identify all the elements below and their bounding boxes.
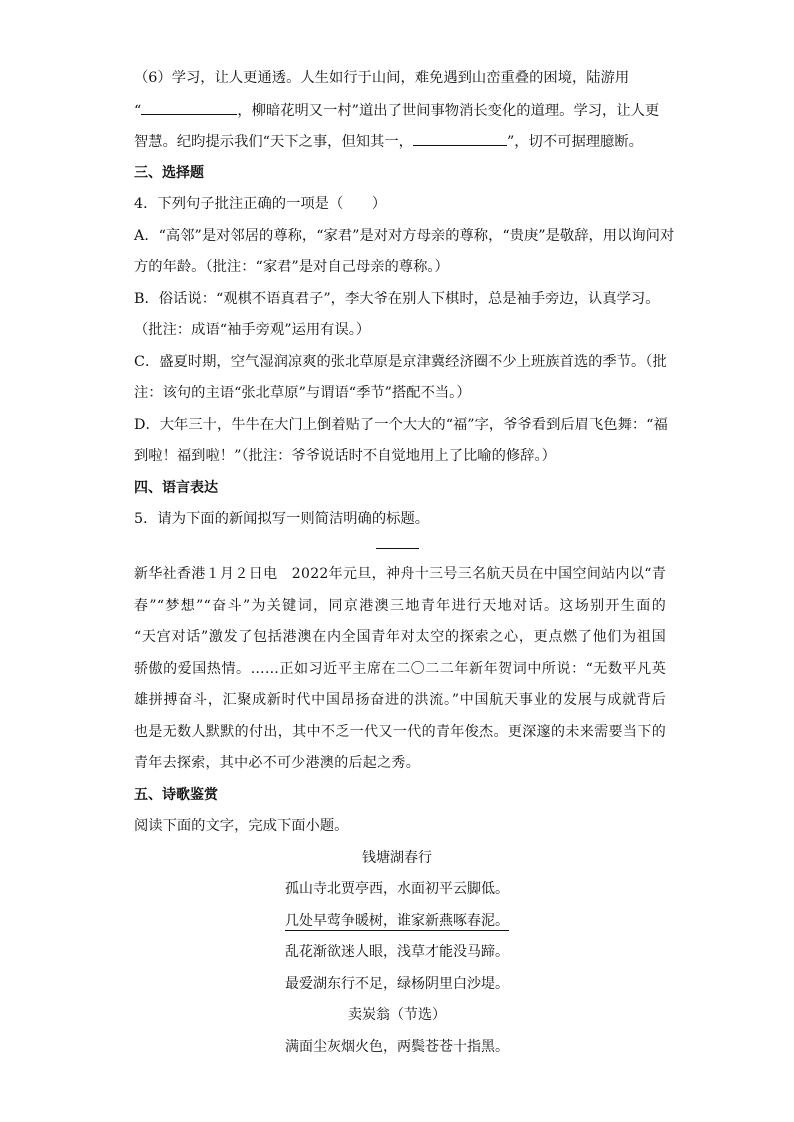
s6-line-3-end: ”，切不可据理臆断。 bbox=[506, 134, 643, 150]
section-4-heading: 四、语言表达 bbox=[134, 480, 218, 496]
s6-line-3-start: 智慧。纪昀提示我们“天下之事，但知其一， bbox=[134, 134, 413, 150]
poem-2-title: 卖炭翁（节选） bbox=[348, 1007, 446, 1023]
news-line-4: 骄傲的爱国热情。……正如习近平主席在二〇二二年新年贺词中所说：“无数平凡英 bbox=[134, 661, 666, 677]
news-line-1: 新华社香港１月２日电 2022年元旦，神舟十三号三名航天员在中国空间站内以“青 bbox=[134, 566, 666, 582]
poem-2-line-1: 满面尘灰烟火色，两鬓苍苍十指黑。 bbox=[285, 1039, 509, 1055]
section-5-intro: 阅读下面的文字，完成下面小题。 bbox=[134, 818, 349, 834]
fill-blank-1[interactable] bbox=[141, 100, 237, 115]
poem-1-line-3: 乱花渐欲迷人眼，浅草才能没马蹄。 bbox=[285, 944, 509, 960]
s6-line-2-rest: ，柳暗花明又一村”道出了世间事物消长变化的道理。学习，让人更 bbox=[237, 103, 660, 119]
s6-line-3 bbox=[134, 131, 643, 152]
news-line-3: “天宫对话”激发了包括港澳在内全国青年对太空的探索之心，更点燃了他们为祖国 bbox=[134, 629, 666, 645]
q5-stem: 5．请为下面的新闻拟写一则简洁明确的标题。 bbox=[134, 511, 430, 527]
title-answer-blank[interactable] bbox=[376, 548, 419, 549]
s6-line-1: （6）学习，让人更通透。人生如行于山间，难免遇到山峦重叠的困境，陆游用 bbox=[134, 70, 630, 86]
poem-1-line-2-underlined: 几处早莺争暖树，谁家新燕啄春泥。 bbox=[285, 913, 509, 929]
q4-option-b-line-2: （批注：成语“袖手旁观”运用有误。） bbox=[134, 322, 371, 338]
fill-blank-2[interactable] bbox=[413, 131, 507, 146]
news-line-5: 雄拼搏奋斗，汇聚成新时代中国昂扬奋进的洪流。”中国航天事业的发展与成就背后 bbox=[134, 692, 666, 708]
section-5-heading: 五、诗歌鉴赏 bbox=[134, 787, 218, 803]
q4-option-c-line-1: C．盛夏时期，空气湿润凉爽的张北草原是京津冀经济圈不少上班族首选的季节。（批 bbox=[134, 354, 667, 370]
s6-line-2 bbox=[134, 100, 659, 121]
q4-stem: 4．下列句子批注正确的一项是（ ） bbox=[134, 196, 387, 212]
poem-1-line-4: 最爱湖东行不足，绿杨阴里白沙堤。 bbox=[285, 976, 509, 992]
news-line-7: 青年去探索，其中必不可少港澳的后起之秀。 bbox=[134, 755, 420, 771]
q4-option-b-line-1: B．俗话说：“观棋不语真君子”，李大爷在别人下棋时，总是袖手旁边，认真学习。 bbox=[134, 291, 660, 307]
poem-1-line-1: 孤山寺北贾亭西，水面初平云脚低。 bbox=[285, 881, 509, 897]
section-3-heading: 三、选择题 bbox=[134, 165, 204, 181]
poem-1-title: 钱塘湖春行 bbox=[362, 850, 432, 866]
q4-option-c-line-2: 注：该句的主语“张北草原”与谓语“季节”搭配不当。） bbox=[134, 385, 471, 401]
q4-option-d-line-1: D．大年三十，牛牛在大门上倒着贴了一个大大的“福”字，爷爷看到后眉飞色舞：“福 bbox=[134, 417, 668, 433]
q4-option-a-line-1: A．“高邻”是对邻居的尊称，“家君”是对对方母亲的尊称，“贵庚”是敬辞，用以询问对 bbox=[134, 228, 675, 244]
q4-option-a-line-2: 方的年龄。（批注：“家君”是对自己母亲的尊称。） bbox=[134, 259, 449, 275]
s6-line-2-open-quote: “ bbox=[134, 103, 142, 119]
poem-1-line-2 bbox=[0, 911, 794, 931]
news-line-2: 春”“梦想”“奋斗”为关键词，同京港澳三地青年进行天地对话。这场别开生面的 bbox=[134, 598, 666, 614]
news-line-6: 也是无数人默默的付出，其中不乏一代又一代的青年俊杰。更深邃的未来需要当下的 bbox=[134, 724, 666, 740]
q4-option-d-line-2: 到啦！福到啦！”（批注：爷爷说话时不自觉地用上了比喻的修辞。） bbox=[134, 448, 556, 464]
